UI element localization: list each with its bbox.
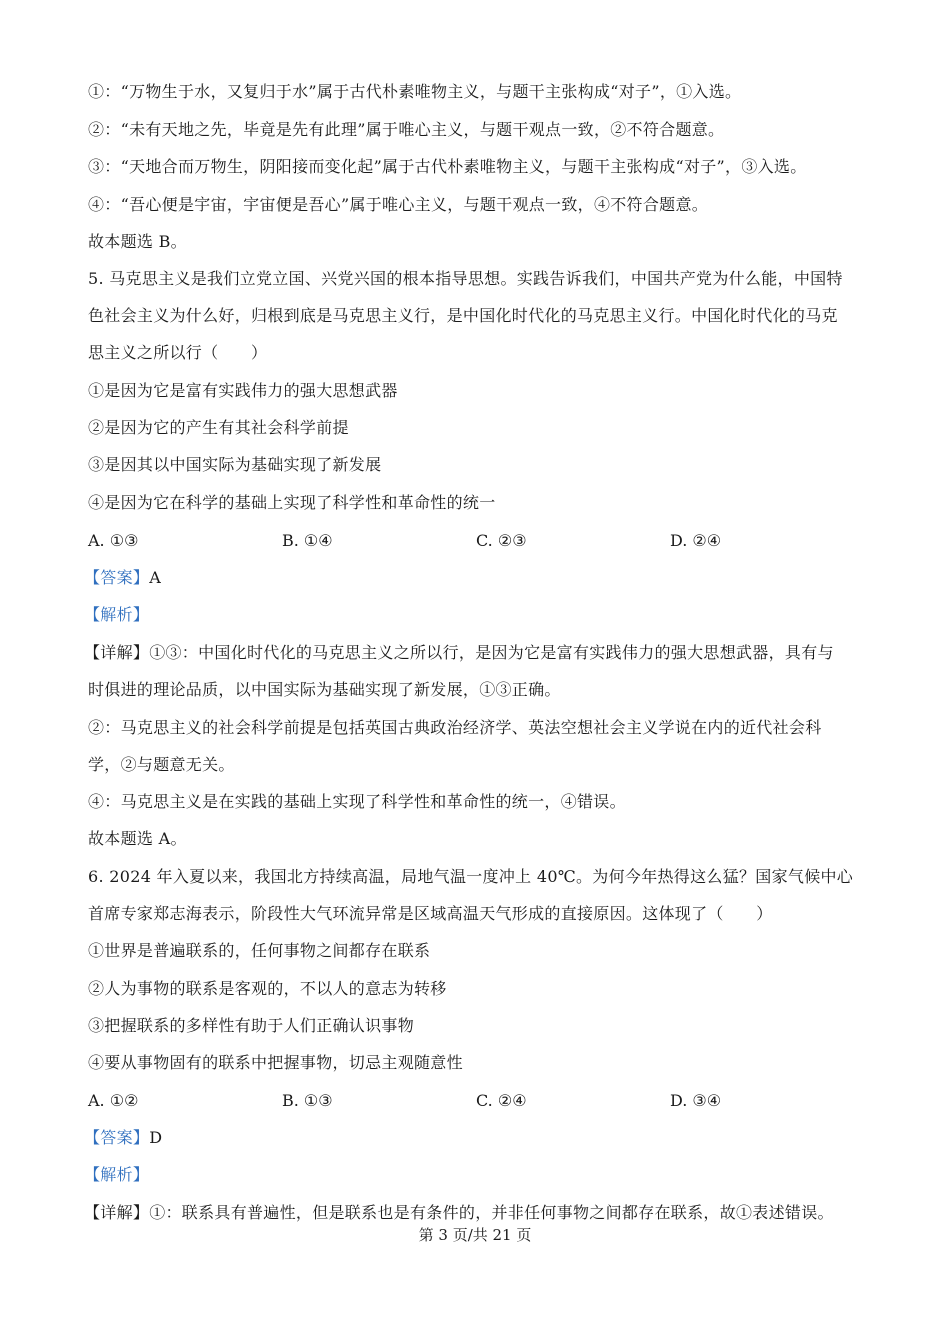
q5-option-d: D. ②④ (670, 531, 722, 550)
q6-answer-tag: 【答案】 (84, 1128, 150, 1147)
q5-detail-line-2: 时俱进的理论品质，以中国实际为基础实现了新发展，①③正确。 (88, 680, 561, 699)
q6-item-4: ④要从事物固有的联系中把握事物，切忌主观随意性 (88, 1053, 463, 1072)
analysis-line-4: ④：“吾心便是宇宙，宇宙便是吾心”属于唯心主义，与题干观点一致，④不符合题意。 (88, 195, 709, 214)
q6-option-a: A. ①② (88, 1091, 139, 1110)
q5-detail-text-1: ①③：中国化时代化的马克思主义之所以行，是因为它是富有实践伟力的强大思想武器，具有与 (149, 643, 834, 662)
q6-analysis-tag: 【解析】 (84, 1165, 150, 1184)
q5-option-b: B. ①④ (282, 531, 333, 550)
page-footer: 第 3 页/共 21 页 (418, 1226, 532, 1244)
q5-item-1: ①是因为它是富有实践伟力的强大思想武器 (88, 381, 398, 400)
q6-option-c: C. ②④ (476, 1091, 527, 1110)
q5-stem-line-3: 思主义之所以行（ ） (88, 343, 268, 362)
q6-item-3: ③把握联系的多样性有助于人们正确认识事物 (88, 1016, 415, 1035)
q5-option-c: C. ②③ (476, 531, 527, 550)
q6-detail-text-1: ①：联系具有普遍性，但是联系也是有条件的，并非任何事物之间都存在联系，故①表述错误。 (149, 1203, 834, 1222)
q5-item-3: ③是因其以中国实际为基础实现了新发展 (88, 455, 382, 474)
q6-detail-tag: 【详解】 (84, 1203, 150, 1222)
q6-answer (84, 1128, 162, 1148)
analysis-line-2: ②：“未有天地之先，毕竟是先有此理”属于唯心主义，与题干观点一致，②不符合题意。 (88, 120, 725, 139)
q6-item-2: ②人为事物的联系是客观的，不以人的意志为转移 (88, 979, 447, 998)
q6-option-d: D. ③④ (670, 1091, 722, 1110)
q5-analysis-tag: 【解析】 (84, 605, 150, 624)
conclusion-line: 故本题选 B。 (88, 232, 187, 251)
q5-stem-line-1: 5. 马克思主义是我们立党立国、兴党兴国的根本指导思想。实践告诉我们，中国共产党为什么能，中国特 (88, 269, 843, 288)
q6-detail-line-1 (84, 1203, 834, 1223)
q5-detail-line-3: ②：马克思主义的社会科学前提是包括英国古典政治经济学、英法空想社会主义学说在内的近代社会科 (88, 718, 822, 737)
q5-analysis-heading (84, 605, 149, 625)
q5-detail-line-6: 故本题选 A。 (88, 829, 187, 848)
q5-option-a: A. ①③ (88, 531, 139, 550)
q5-detail-line-1 (84, 643, 834, 663)
q5-answer-value: A (149, 568, 162, 587)
q5-detail-tag: 【详解】 (84, 643, 150, 662)
q5-detail-line-4: 学，②与题意无关。 (88, 755, 235, 774)
q6-stem-line-1: 6. 2024 年入夏以来，我国北方持续高温，局地气温一度冲上 40℃。为何今年热得这么猛？国家气候中心 (88, 867, 854, 886)
analysis-line-1: ①：“万物生于水，又复归于水”属于古代朴素唯物主义，与题干主张构成“对子”，①入选。 (88, 82, 742, 101)
q5-answer (84, 568, 161, 588)
q6-answer-value: D (149, 1128, 163, 1147)
q5-answer-tag: 【答案】 (84, 568, 150, 587)
q5-item-2: ②是因为它的产生有其社会科学前提 (88, 418, 349, 437)
q6-item-1: ①世界是普遍联系的，任何事物之间都存在联系 (88, 941, 431, 960)
q5-detail-line-5: ④：马克思主义是在实践的基础上实现了科学性和革命性的统一，④错误。 (88, 792, 626, 811)
q6-stem-line-2: 首席专家郑志海表示，阶段性大气环流异常是区域高温天气形成的直接原因。这体现了（ ） (88, 904, 773, 923)
q6-analysis-heading (84, 1165, 149, 1185)
q6-option-b: B. ①③ (282, 1091, 333, 1110)
analysis-line-3: ③：“天地合而万物生，阴阳接而变化起”属于古代朴素唯物主义，与题干主张构成“对子”，③入选。 (88, 157, 807, 176)
q5-item-4: ④是因为它在科学的基础上实现了科学性和革命性的统一 (88, 493, 496, 512)
q5-stem-line-2: 色社会主义为什么好，归根到底是马克思主义行，是中国化时代化的马克思主义行。中国化时代化的马克 (88, 306, 838, 325)
